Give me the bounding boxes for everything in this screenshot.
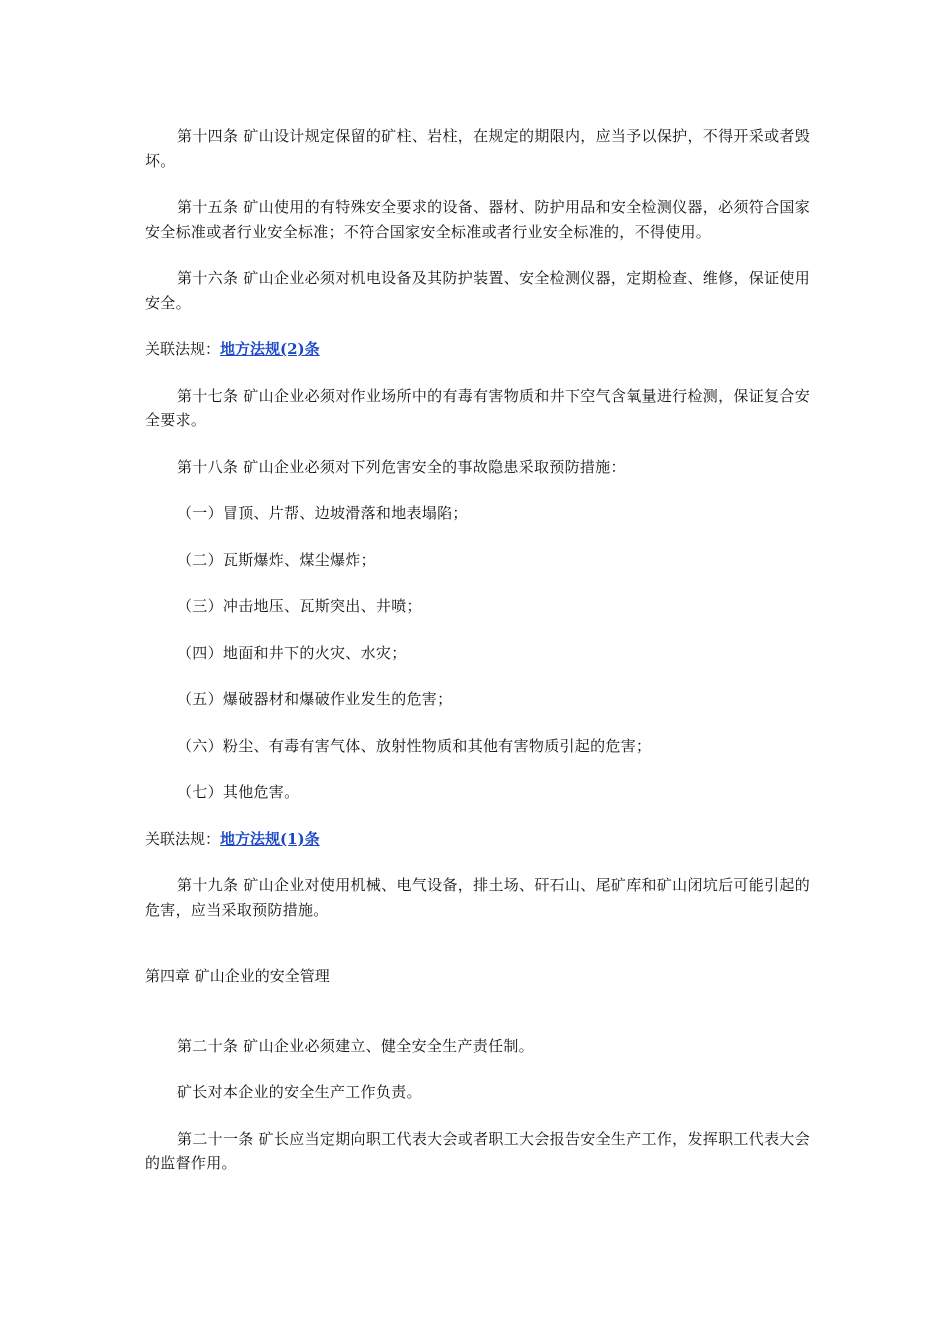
- related-label: 关联法规：: [145, 340, 221, 358]
- article-18-item-1: （一）冒顶、片帮、边坡滑落和地表塌陷；: [177, 504, 468, 522]
- article-14: 第十四条 矿山设计规定保留的矿柱、岩柱，在规定的期限内，应当予以保护，不得开采或者毁坏。: [145, 127, 810, 170]
- article-18-item-5: （五）爆破器材和爆破作业发生的危害；: [177, 690, 453, 708]
- article-18-item-2: （二）瓦斯爆炸、煤尘爆炸；: [177, 550, 376, 569]
- article-16: 第十六条 矿山企业必须对机电设备及其防护装置、安全检测仪器，定期检查、维修，保证使用安全。: [145, 269, 810, 312]
- related-regulations-1: [145, 337, 810, 362]
- chapter-heading: 第四章 矿山企业的安全管理: [145, 967, 330, 985]
- article-15: 第十五条 矿山使用的有特殊安全要求的设备、器材、防护用品和安全检测仪器，必须符合国家安全标准或者行业安全标准；不符合国家安全标准或者行业安全标准的，不得使用。: [145, 198, 810, 241]
- article-18-item-7: （七）其他危害。: [177, 783, 300, 801]
- article-17: 第十七条 矿山企业必须对作业场所中的有毒有害物质和井下空气含氧量进行检测，保证复合安全要求。: [145, 386, 810, 429]
- article-20-clause-2: 矿长对本企业的安全生产工作负责。: [177, 1083, 422, 1101]
- related-regulations-2: [145, 827, 810, 852]
- related-link-local-regulations-1[interactable]: 地方法规(1)条: [220, 829, 320, 848]
- article-18-item-3: （三）冲击地压、瓦斯突出、井喷；: [177, 597, 422, 615]
- article-19: 第十九条 矿山企业对使用机械、电气设备，排土场、矸石山、尾矿库和矿山闭坑后可能引起的危害，应当采取预防措施。: [145, 876, 810, 919]
- article-20: 第二十条 矿山企业必须建立、健全安全生产责任制。: [177, 1036, 534, 1055]
- article-18-item-6: （六）粉尘、有毒有害气体、放射性物质和其他有害物质引起的危害；: [177, 736, 652, 755]
- article-21: 第二十一条 矿长应当定期向职工代表大会或者职工大会报告安全生产工作，发挥职工代表大会的监督作用。: [145, 1129, 810, 1172]
- article-18: 第十八条 矿山企业必须对下列危害安全的事故隐患采取预防措施：: [177, 457, 626, 476]
- article-18-item-4: （四）地面和井下的火灾、水灾；: [177, 643, 407, 662]
- related-label: 关联法规：: [145, 829, 221, 848]
- document-body: [145, 124, 810, 1198]
- related-link-local-regulations-2[interactable]: 地方法规(2)条: [220, 340, 320, 358]
